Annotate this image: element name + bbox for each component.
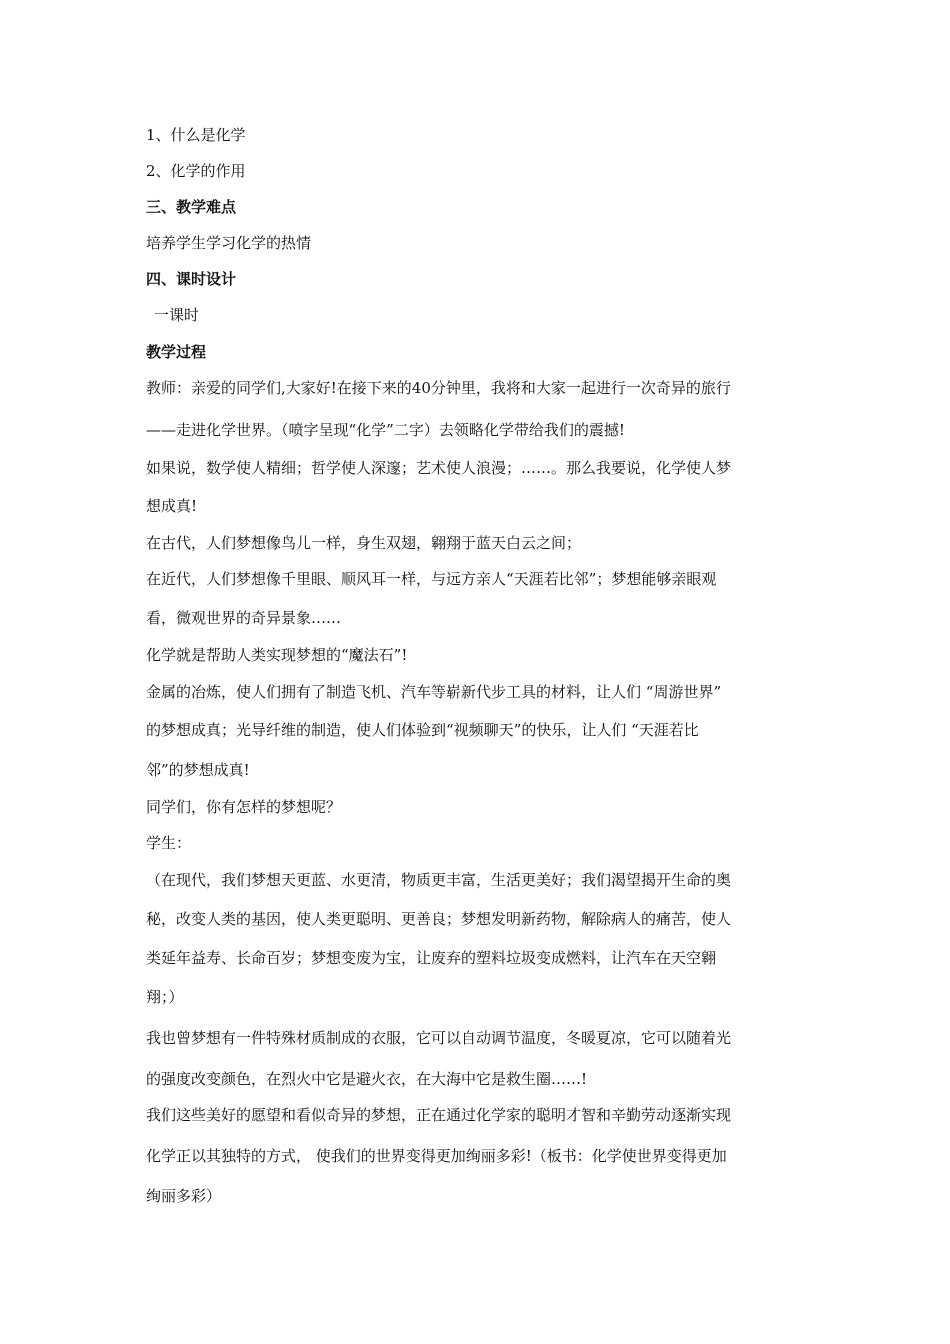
body-line: 教师：亲爱的同学们,大家好!在接下来的40分钟里，我将和大家一起进行一次奇异的旅行 [146, 379, 731, 397]
outline-item-2: 2、化学的作用 [146, 162, 246, 180]
body-line: 绚丽多彩） [146, 1187, 222, 1205]
body-line: 化学正以其独特的方式， 使我们的世界变得更加绚丽多彩!（板书：化学使世界变得更加 [146, 1147, 727, 1165]
body-line: 培养学生学习化学的热情 [146, 234, 312, 252]
body-line: 邻”的梦想成真! [146, 761, 250, 779]
section-heading-teaching-process: 教学过程 [146, 343, 207, 361]
body-line: 我也曾梦想有一件特殊材质制成的衣服，它可以自动调节温度，冬暖夏凉，它可以随着光 [146, 1029, 732, 1047]
body-line: （在现代，我们梦想天更蓝、水更清，物质更丰富，生活更美好；我们渴望揭开生命的奥 [146, 871, 732, 889]
body-line: 在古代，人们梦想像鸟儿一样，身生双翅，翱翔于蓝天白云之间； [146, 534, 582, 552]
body-line: 我们这些美好的愿望和看似奇异的梦想，正在通过化学家的聪明才智和辛勤劳动逐渐实现 [146, 1106, 732, 1124]
body-line: 的梦想成真；光导纤维的制造，使人们体验到“视频聊天”的快乐，让人们 “天涯若比 [146, 721, 699, 739]
body-line: 在近代，人们梦想像千里眼、顺风耳一样，与远方亲人“天涯若比邻”；梦想能够亲眼观 [146, 570, 717, 588]
body-line: 学生： [146, 834, 192, 852]
body-line: 秘，改变人类的基因，使人类更聪明、更善良；梦想发明新药物，解除病人的痛苦，使人 [146, 910, 732, 928]
section-heading-lesson-design: 四、课时设计 [146, 270, 237, 288]
body-line: 如果说，数学使人精细；哲学使人深邃；艺术使人浪漫；……。那么我要说，化学使人梦 [146, 459, 732, 477]
body-line: 同学们，你有怎样的梦想呢？ [146, 798, 342, 816]
body-line: 的强度改变颜色，在烈火中它是避火衣，在大海中它是救生圈……! [146, 1070, 588, 1088]
body-line: 金属的冶炼，使人们拥有了制造飞机、汽车等崭新代步工具的材料，让人们 “周游世界” [146, 683, 722, 701]
body-line: ——走进化学世界。（喷字呈现“化学”二字）去领略化学带给我们的震撼! [146, 421, 625, 439]
outline-item-1: 1、什么是化学 [146, 126, 246, 144]
section-heading-teaching-difficulty: 三、教学难点 [146, 198, 237, 216]
body-line: 看，微观世界的奇异景象…… [146, 609, 342, 627]
body-line: 想成真! [146, 497, 198, 515]
body-line: 类延年益寿、长命百岁；梦想变废为宝，让废弃的塑料垃圾变成燃料，让汽车在天空翱 [146, 949, 717, 967]
body-line: 化学就是帮助人类实现梦想的“魔法石”! [146, 646, 408, 664]
body-line: 翔；） [146, 988, 184, 1006]
body-line: 一课时 [154, 306, 200, 324]
